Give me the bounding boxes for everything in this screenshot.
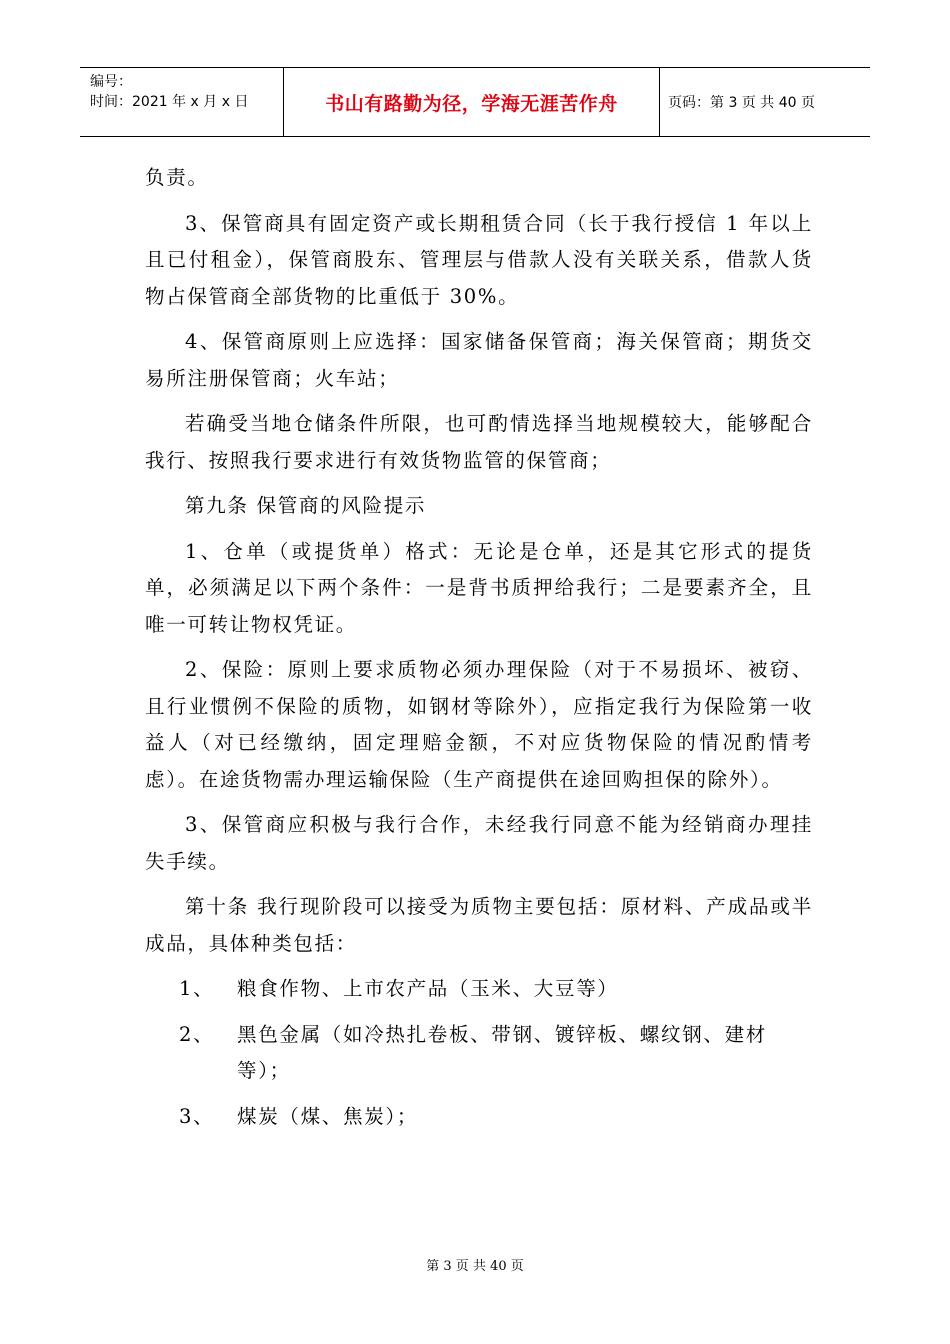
list-item xyxy=(145,1099,813,1136)
article-heading: 第九条 保管商的风险提示 xyxy=(185,494,427,517)
header-motto-cell xyxy=(284,68,660,136)
paragraph: 3、保管商具有固定资产或长期租赁合同（长于我行授信 1 年以上且已付租金），保管商股东、管理层与借款人没有关联关系，借款人货物占保管商全部货物的比重低于 30%。 xyxy=(145,211,813,308)
list-item-number: 1、 xyxy=(179,977,215,1000)
list-item-text: 粮食作物、上市农产品（玉米、大豆等） xyxy=(237,977,619,1000)
header-page-info-cell xyxy=(660,68,870,136)
time-label: 时间：2021 年 x 月 x 日 xyxy=(90,94,249,110)
motto: 书山有路勤为径，学海无涯苦作舟 xyxy=(325,92,618,115)
document-body xyxy=(145,160,813,1144)
list-item-number: 2、 xyxy=(179,1022,215,1046)
paragraph: 4、保管商原则上应选择：国家储备保管商；海关保管商；期货交易所注册保管商；火车站； xyxy=(145,330,813,390)
paragraph: 负责。 xyxy=(145,166,209,189)
list-item xyxy=(145,1017,813,1090)
list-item-text: 黑色金属（如冷热扎卷板、带钢、镀锌板、螺纹钢、建材等）； xyxy=(237,1022,768,1082)
page-header xyxy=(80,67,870,137)
page-footer: 第 3 页 共 40 页 xyxy=(426,1259,524,1274)
paragraph: 3、保管商应积极与我行合作，未经我行同意不能为经销商办理挂失手续。 xyxy=(145,813,813,873)
list-item xyxy=(145,971,813,1008)
paragraph: 1、仓单（或提货单）格式：无论是仓单，还是其它形式的提货单，必须满足以下两个条件：一是背书质押给我行；二是要素齐全，且唯一可转让物权凭证。 xyxy=(145,539,813,636)
code-label: 编号： xyxy=(90,74,132,90)
paragraph: 若确受当地仓储条件所限，也可酌情选择当地规模较大，能够配合我行、按照我行要求进行有效货物监管的保管商； xyxy=(145,412,813,472)
list-item-number: 3、 xyxy=(179,1104,215,1128)
paragraph: 2、保险：原则上要求质物必须办理保险（对于不易损坏、被窃、且行业惯例不保险的质物，如钢材等除外），应指定我行为保险第一收益人（对已经缴纳，固定理赔金额，不对应货物保险的情况酌情考虑）。在途货物需办理运输保险（生产商提供在途回购担保的除外）。 xyxy=(145,658,813,791)
header-left-cell xyxy=(80,68,284,136)
paragraph: 第十条 我行现阶段可以接受为质物主要包括：原材料、产成品或半成品，具体种类包括： xyxy=(145,895,813,955)
list-item-text: 煤炭（煤、焦炭）； xyxy=(237,1104,419,1128)
page-info: 页码：第 3 页 共 40 页 xyxy=(668,95,815,111)
